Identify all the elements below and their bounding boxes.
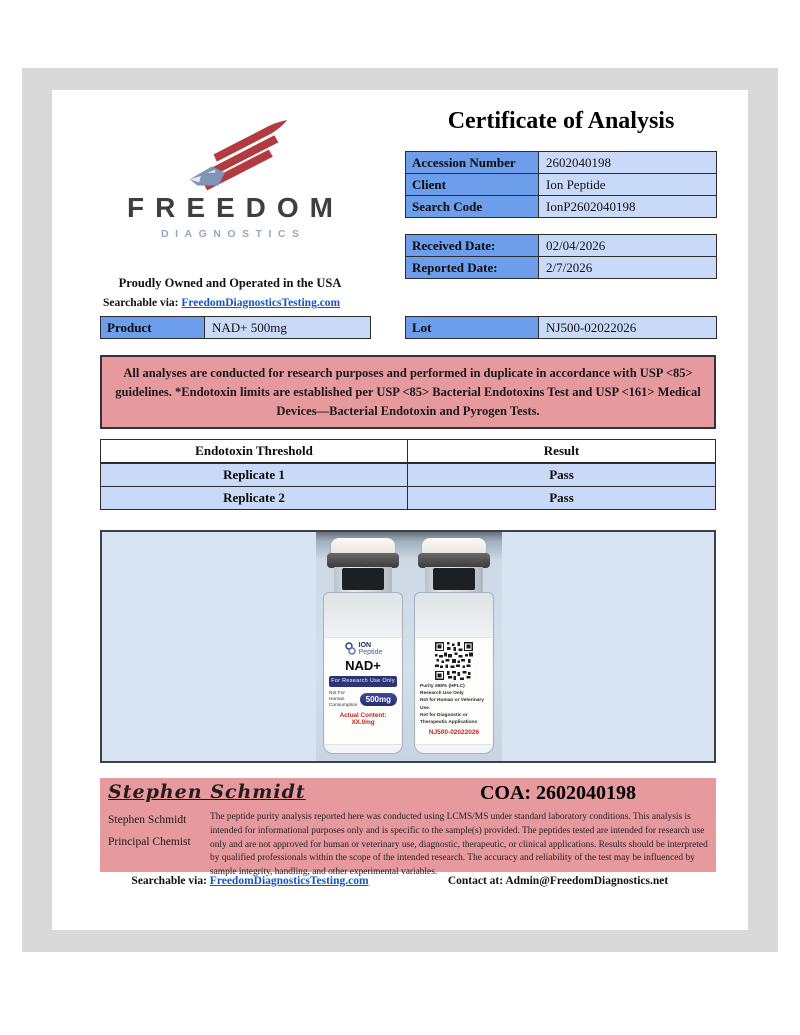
ion-circles-icon <box>344 642 357 656</box>
brand-subtitle: DIAGNOSTICS <box>161 228 306 240</box>
signer-name: Stephen Schmidt <box>108 814 187 826</box>
footer <box>100 875 716 887</box>
vial-note: Not For Human Consumption <box>329 691 358 708</box>
product-label: Product <box>101 317 205 338</box>
table-row <box>406 196 716 217</box>
replicate-2-label: Replicate 2 <box>101 487 408 509</box>
product-table <box>100 316 371 339</box>
info-table <box>405 151 717 218</box>
lot-label: Lot <box>406 317 539 338</box>
table-row <box>406 235 716 256</box>
lot-table <box>405 316 717 339</box>
signer-title: Principal Chemist <box>108 836 191 848</box>
table-row <box>406 257 716 278</box>
qr-code-icon <box>435 642 473 680</box>
replicate-1-result: Pass <box>408 464 715 486</box>
vial-front-label <box>325 637 401 745</box>
vial-neck <box>334 567 392 594</box>
ion-brand-bottom: Peptide <box>358 649 383 656</box>
search-code-value: IonP2602040198 <box>539 196 716 217</box>
vial-back <box>410 538 498 756</box>
reported-date-value: 2/7/2026 <box>539 257 716 278</box>
vial-product-name: NAD+ <box>345 658 381 673</box>
vial-stopper <box>433 568 475 590</box>
replicate-1-label: Replicate 1 <box>101 464 408 486</box>
ion-peptide-logo <box>329 641 397 657</box>
reported-date-label: Reported Date: <box>406 257 539 278</box>
coa-number: COA: 2602040198 <box>479 782 637 804</box>
vial-lot-number: NJ500-02022026 <box>428 729 480 737</box>
signature-block <box>100 778 716 878</box>
results-header-row <box>101 440 715 462</box>
results-table <box>100 439 716 510</box>
footer-searchable <box>100 875 400 887</box>
vial-stopper <box>342 568 384 590</box>
footer-searchable-label: Searchable via: <box>131 875 207 887</box>
table-row <box>406 174 716 195</box>
vial-body <box>323 592 403 754</box>
dates-table <box>405 234 717 279</box>
searchable-link[interactable]: FreedomDiagnosticsTesting.com <box>181 297 341 309</box>
signature-disclaimer: The peptide purity analysis reported here was conducted using LCMS/MS under standard laboratory conditions. This analysis is intended for informational purposes only and is specific to the sample(s) provided. The peptides tested are intended for research use only and are not approved for human or veterinary use, diagnostic, therapeutic, or clinical applications. Results should be interpreted by qualified professionals within the scope of the intended research. The accuracy and reliability of the test may be influenced by sample integrity, handling, and other experimental variables. <box>210 812 708 878</box>
vial-body <box>414 592 494 754</box>
vial-back-text: Purity ≥98% (HPLC) Research Use Only Not for Human or Veterinary Use. Not for Diagnostic or Therapeutic Applications <box>420 684 484 725</box>
footer-searchable-link[interactable]: FreedomDiagnosticsTesting.com <box>209 875 369 887</box>
received-date-value: 02/04/2026 <box>539 235 716 256</box>
vial-front <box>319 538 407 756</box>
replicate-2-result: Pass <box>408 487 715 509</box>
table-row <box>101 464 715 486</box>
vial-note-row <box>329 691 397 709</box>
tagline: Proudly Owned and Operated in the USA <box>118 276 342 290</box>
signature-script: Stephen Schmidt <box>108 781 306 803</box>
footer-contact: Contact at: Admin@FreedomDiagnostics.net <box>447 875 669 887</box>
vial-neck <box>425 567 483 594</box>
lot-value: NJ500-02022026 <box>539 317 716 338</box>
searchable-label: Searchable via: <box>103 297 179 309</box>
client-value: Ion Peptide <box>539 174 716 195</box>
eagle-logo-icon <box>188 118 292 198</box>
results-header-result: Result <box>408 440 715 462</box>
accession-label: Accession Number <box>406 152 539 173</box>
table-row <box>406 152 716 173</box>
product-value: NAD+ 500mg <box>205 317 370 338</box>
research-only-band: For Research Use Only <box>329 676 397 687</box>
actual-content-text: Actual Content: XX.0mg <box>339 711 387 726</box>
table-row <box>101 317 370 338</box>
client-label: Client <box>406 174 539 195</box>
vial-photo-box <box>100 530 716 763</box>
received-date-label: Received Date: <box>406 235 539 256</box>
accession-value: 2602040198 <box>539 152 716 173</box>
searchable-line <box>103 297 340 309</box>
table-row <box>101 487 715 509</box>
results-header-threshold: Endotoxin Threshold <box>101 440 408 462</box>
vial-back-label <box>416 637 492 745</box>
search-code-label: Search Code <box>406 196 539 217</box>
vial-photo <box>316 532 502 761</box>
vial-crimp-ring <box>327 553 399 568</box>
brand-name: FREEDOM <box>127 192 344 223</box>
page-title: Certificate of Analysis <box>447 108 675 134</box>
vial-crimp-ring <box>418 553 490 568</box>
disclaimer-box: All analyses are conducted for research purposes and performed in duplicate in accordance with USP <85> guidelines. *Endotoxin limits are established per USP <85> Bacterial Endotoxins Test and USP <161> Medical Devices—Bacterial Endotoxin and Pyrogen Tests. <box>100 355 716 429</box>
dose-badge: 500mg <box>360 693 397 706</box>
table-row <box>406 317 716 338</box>
ion-brand-top: ION <box>358 642 372 649</box>
